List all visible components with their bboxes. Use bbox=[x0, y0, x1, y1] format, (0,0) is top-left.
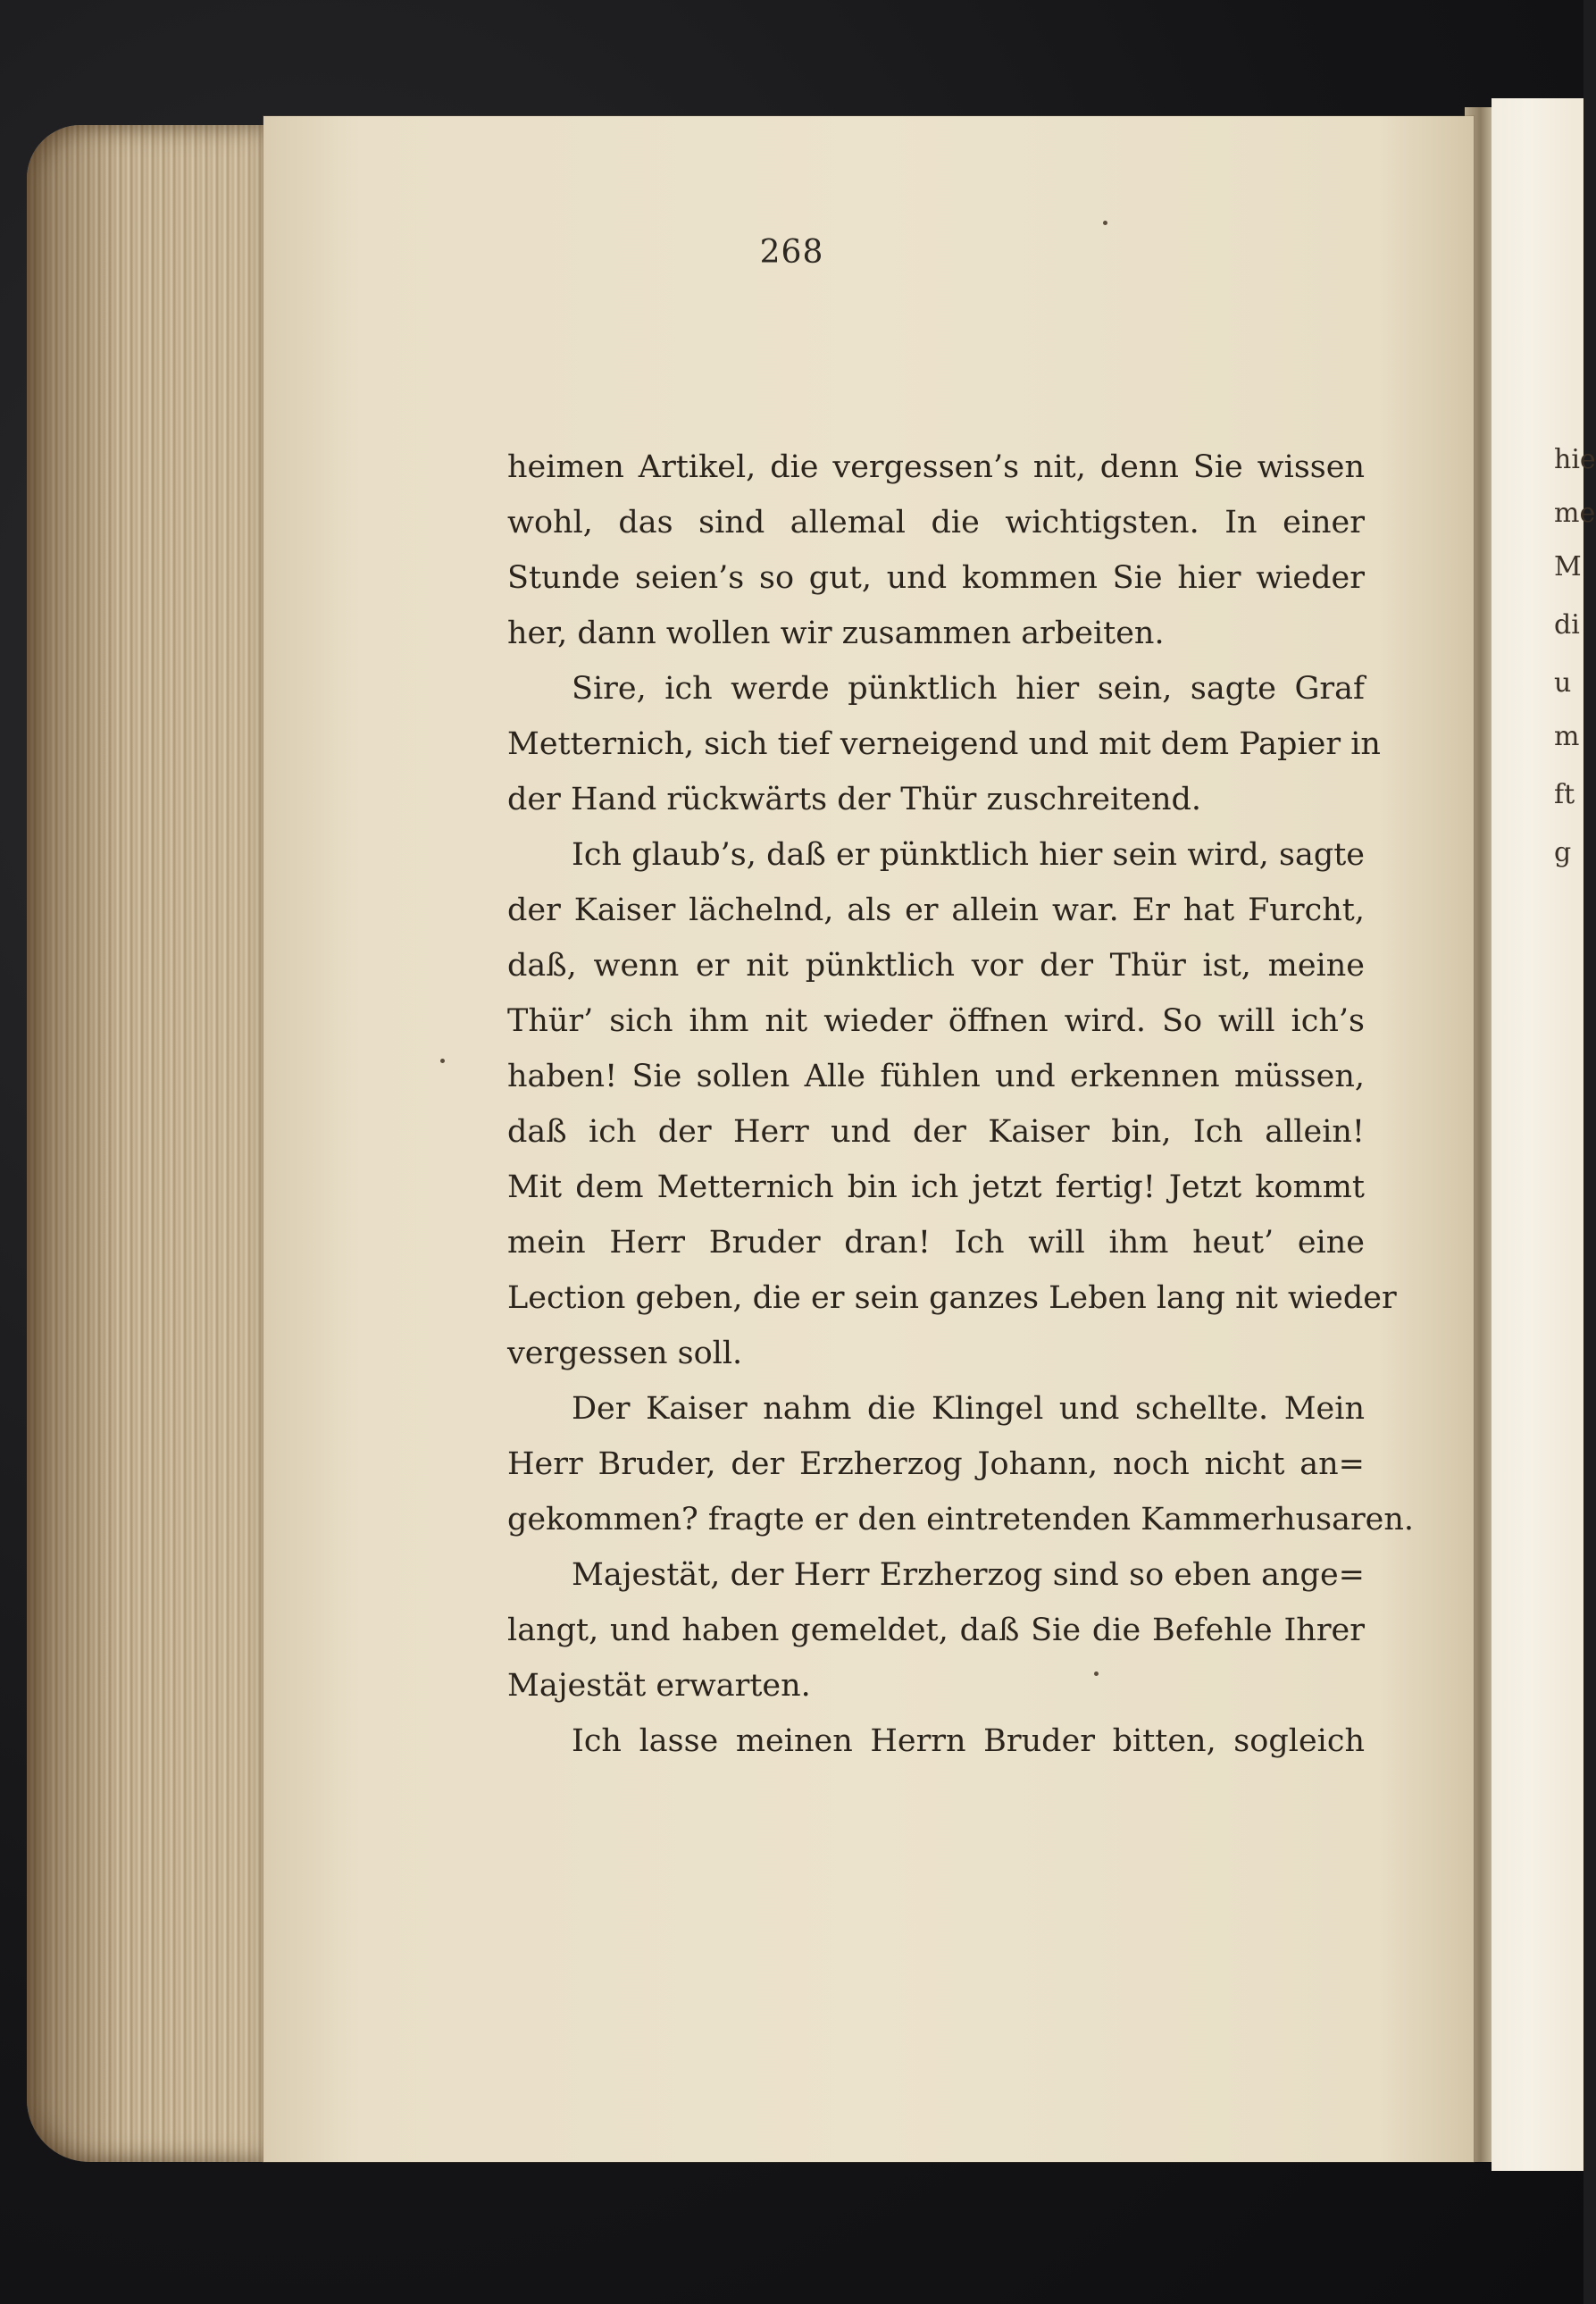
text-line: haben! Sie sollen Alle fühlen und erkennen müssen, bbox=[507, 1059, 1365, 1094]
page-number: 268 bbox=[759, 234, 824, 271]
facing-page-fragment: m bbox=[1554, 721, 1580, 752]
text-line: Der Kaiser nahm die Klingel und schellte. Mein bbox=[572, 1391, 1365, 1427]
facing-page-edge bbox=[1492, 98, 1596, 2171]
text-line: daß ich der Herr und der Kaiser bin, Ich allein! bbox=[507, 1114, 1365, 1150]
paper-speck bbox=[1103, 221, 1107, 225]
facing-page-fragment: di bbox=[1554, 609, 1580, 641]
text-line: wohl, das sind allemal die wichtigsten. In einer bbox=[507, 505, 1365, 540]
facing-page-fragment: g bbox=[1554, 837, 1572, 868]
text-line: Lection geben, die er sein ganzes Leben lang nit wieder bbox=[507, 1280, 1397, 1316]
page-text bbox=[507, 440, 1415, 1769]
facing-page-fragment: hie bbox=[1554, 444, 1596, 475]
text-line: Sire, ich werde pünktlich hier sein, sagte Graf bbox=[572, 671, 1365, 707]
worn-page-edges bbox=[27, 125, 268, 2162]
facing-page-fragment: u bbox=[1554, 667, 1572, 699]
facing-page-fragment: ft bbox=[1554, 779, 1575, 810]
text-line: heimen Artikel, die vergessen’s nit, denn Sie wissen bbox=[507, 449, 1365, 485]
text-line: daß, wenn er nit pünktlich vor der Thür ist, meine bbox=[507, 948, 1365, 984]
text-line: Ich glaub’s, daß er pünktlich hier sein wird, sagte bbox=[572, 837, 1365, 873]
text-line: mein Herr Bruder dran! Ich will ihm heut’ eine bbox=[507, 1225, 1365, 1261]
text-line: der Hand rückwärts der Thür zuschreitend. bbox=[507, 782, 1202, 817]
text-line: Mit dem Metternich bin ich jetzt fertig! Jetzt kommt bbox=[507, 1169, 1365, 1205]
text-line: langt, und haben gemeldet, daß Sie die Befehle Ihrer bbox=[507, 1613, 1365, 1648]
facing-page-fragment: M bbox=[1554, 551, 1582, 582]
text-line: her, dann wollen wir zusammen arbeiten. bbox=[507, 616, 1165, 651]
text-line: der Kaiser lächelnd, als er allein war. Er hat Furcht, bbox=[507, 892, 1365, 928]
text-line: Majestät, der Herr Erzherzog sind so eben ange= bbox=[572, 1557, 1365, 1593]
paper-speck bbox=[440, 1059, 445, 1063]
text-line: Herr Bruder, der Erzherzog Johann, noch nicht an= bbox=[507, 1446, 1365, 1482]
facing-page-fragment: me bbox=[1554, 498, 1596, 529]
paper-speck bbox=[1094, 1671, 1099, 1676]
text-line: Metternich, sich tief verneigend und mit dem Papier in bbox=[507, 726, 1381, 762]
text-line: Ich lasse meinen Herrn Bruder bitten, sogleich bbox=[572, 1723, 1365, 1759]
text-line: Stunde seien’s so gut, und kommen Sie hier wieder bbox=[507, 560, 1365, 596]
text-line: Majestät erwarten. bbox=[507, 1668, 811, 1704]
text-line: Thür’ sich ihm nit wieder öffnen wird. So will ich’s bbox=[507, 1003, 1365, 1039]
text-line: gekommen? fragte er den eintretenden Kammerhusaren. bbox=[507, 1502, 1415, 1537]
text-line: vergessen soll. bbox=[507, 1336, 743, 1371]
